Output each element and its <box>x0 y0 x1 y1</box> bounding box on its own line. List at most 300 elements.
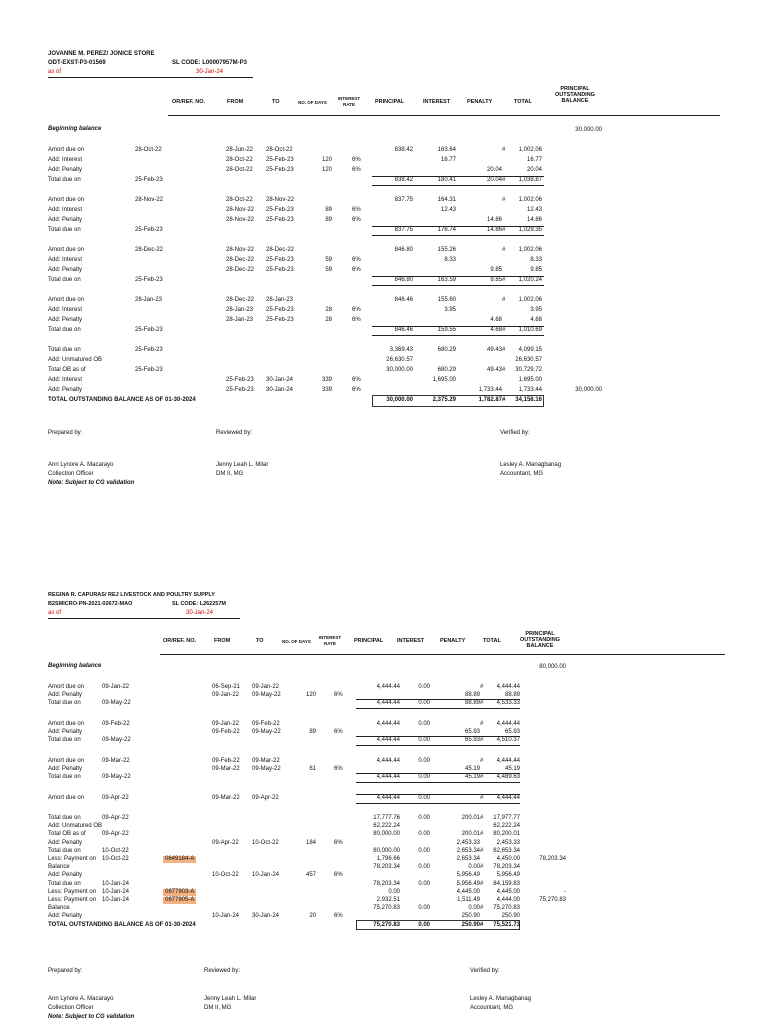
row-label: Total due on <box>48 277 81 283</box>
row-date: 09-Feb-22 <box>102 721 130 727</box>
row-days: 184 <box>305 839 316 846</box>
row-rate: 6% <box>352 257 361 263</box>
row-label: Total due on <box>48 327 81 333</box>
row-from: 06-Sep-21 <box>212 684 241 690</box>
prepared-name: Ann Lynore A. Macarayo <box>48 996 114 1002</box>
row-penalty: 14.86 <box>486 227 502 233</box>
row-hash: # <box>502 327 506 333</box>
row-to: 09-Feb-22 <box>252 721 280 727</box>
row-to: 25-Feb-23 <box>266 157 294 163</box>
row-label: Total due on <box>48 815 81 821</box>
col-from: FROM <box>214 638 231 644</box>
row-rate: 6% <box>352 377 361 383</box>
row-interest: 0.00 <box>418 847 430 854</box>
row-principal: 4,444.44 <box>376 795 400 801</box>
subtotal-rule <box>372 185 544 186</box>
row-date: 09-May-22 <box>102 774 131 781</box>
beginning-balance-value: 80,000.00 <box>539 664 566 670</box>
row-days: 59 <box>325 257 332 263</box>
row-rate: 6% <box>352 387 361 393</box>
row-interest: 0.00 <box>418 758 430 764</box>
row-to: 10-Oct-22 <box>252 839 279 846</box>
row-label: Total due on <box>48 347 81 353</box>
row-label: Add: Penalty <box>48 913 83 920</box>
borrower-name: JOVANNE M. PEREZ/ JONICE STORE <box>48 51 155 57</box>
row-penalty: 1,733.44 <box>478 387 502 393</box>
col-to: TO <box>256 638 264 644</box>
row-interest: 16.77 <box>440 157 456 163</box>
col-principal: PRINCIPAL <box>354 638 384 644</box>
prepared-by-label: Prepared by: <box>48 430 83 436</box>
account-number: ODT-EXST-P3-01569 <box>48 60 106 66</box>
row-label: Amort due on <box>48 758 85 764</box>
or-ref-number: 0649184-A <box>165 856 195 862</box>
as-of-label: as of <box>48 69 62 75</box>
row-days: 120 <box>305 692 316 699</box>
row-hash: # <box>480 774 484 781</box>
row-hash: # <box>502 397 506 403</box>
row-principal: 75,270.83 <box>373 905 400 912</box>
row-interest: 0.00 <box>418 921 430 928</box>
row-to: 09-Mar-22 <box>252 758 280 764</box>
row-total: 5,956.49 <box>496 872 520 879</box>
row-principal: 4,444.44 <box>376 737 400 744</box>
row-label: Balance <box>48 864 70 871</box>
row-label: Add: Penalty <box>48 217 83 223</box>
subtotal-rule <box>372 285 544 286</box>
row-principal: 4,444.44 <box>376 758 400 764</box>
reviewed-title: DM II, MG <box>204 1005 232 1011</box>
reviewed-title: DM II, MG <box>216 471 244 477</box>
row-penalty: 1,782.87 <box>478 397 502 403</box>
prepared-by-label: Prepared by: <box>48 968 83 974</box>
row-hash: # <box>480 721 484 727</box>
row-total: 17,977.77 <box>493 815 520 821</box>
row-date: 10-Jan-24 <box>102 888 130 895</box>
verified-name: Lesley A. Managbanag <box>500 462 562 468</box>
col-rate-1: INTEREST <box>318 635 342 640</box>
sl-code: SL CODE: L262257M <box>172 601 227 607</box>
row-rate: 6% <box>352 157 361 163</box>
row-total: 9.85 <box>530 267 542 273</box>
row-rate: 6% <box>352 307 361 313</box>
row-interest: 164.31 <box>437 197 456 203</box>
row-to: 25-Feb-23 <box>266 317 294 323</box>
row-principal: 4,444.44 <box>376 774 400 781</box>
row-total: 75,521.73 <box>493 921 520 928</box>
row-hash: # <box>480 921 484 928</box>
subtotal-rule <box>356 699 520 700</box>
row-interest: 0.00 <box>418 815 430 821</box>
row-principal: 75,270.83 <box>373 921 400 928</box>
row-total: 88.89 <box>504 692 520 699</box>
row-penalty: 5,956.49 <box>456 872 480 879</box>
row-total: 4,450.00 <box>496 856 520 862</box>
row-date: 28-Oct-22 <box>135 147 162 153</box>
row-hash: # <box>480 831 484 838</box>
row-from: 28-Dec-22 <box>226 267 255 273</box>
row-total: 30,729.72 <box>515 367 542 373</box>
row-from: 28-Oct-22 <box>226 197 253 203</box>
col-from: FROM <box>227 99 244 105</box>
row-rate: 6% <box>352 267 361 273</box>
row-rate: 6% <box>334 872 343 879</box>
row-label: Total due on <box>48 700 81 707</box>
row-date: 09-Mar-22 <box>102 758 130 764</box>
reviewed-by-label: Reviewed by: <box>216 430 253 436</box>
col-rate-2: RATE <box>324 641 336 646</box>
row-label: Add: Penalty <box>48 839 83 846</box>
verified-title: Accountant, MG <box>500 471 544 477</box>
row-date: 09-Apr-22 <box>102 815 129 821</box>
subtotal-rule <box>372 235 544 236</box>
row-from: 10-Oct-22 <box>212 872 239 879</box>
row-principal: 846.80 <box>394 277 413 283</box>
row-from: 25-Feb-23 <box>226 377 254 383</box>
subtotal-rule <box>372 326 544 327</box>
row-to: 30-Jan-24 <box>266 387 294 393</box>
row-hash: # <box>480 737 484 744</box>
col-rate-1: INTEREST <box>337 96 361 101</box>
row-total: 1,020.24 <box>518 277 542 283</box>
row-total: 2,453.33 <box>496 839 520 846</box>
row-principal: 2,932.51 <box>376 897 400 903</box>
row-total: 4.68 <box>530 317 542 323</box>
subtotal-rule <box>372 176 544 177</box>
row-principal: 62,222.24 <box>373 823 400 830</box>
row-hash: # <box>502 197 506 203</box>
row-penalty: 250.90 <box>461 913 480 920</box>
row-label: TOTAL OUTSTANDING BALANCE AS OF 01-30-2024 <box>48 921 196 928</box>
beginning-balance-label: Beginning balance <box>48 663 102 669</box>
row-from: 09-Feb-22 <box>212 729 240 736</box>
row-rate: 6% <box>352 217 361 223</box>
sl-code: SL CODE: L00007957M-P3 <box>172 60 247 66</box>
row-interest: 0.00 <box>418 774 430 781</box>
row-total: 12.43 <box>526 207 542 213</box>
row-label: Add: Unmatured OB <box>48 823 103 830</box>
row-hash: # <box>502 347 506 353</box>
row-from: 28-Jun-22 <box>226 147 254 153</box>
reviewed-by-label: Reviewed by: <box>204 968 241 974</box>
title-underline <box>48 77 253 78</box>
row-penalty: 200.01 <box>461 831 480 838</box>
row-principal: 837.75 <box>394 197 413 203</box>
row-from: 25-Feb-23 <box>226 387 254 393</box>
row-days: 457 <box>305 872 316 879</box>
row-total: 1,002.06 <box>518 147 542 153</box>
row-label: Add: Penalty <box>48 387 83 393</box>
subtotal-rule <box>372 276 544 277</box>
row-total: 4,444.44 <box>496 684 520 690</box>
row-total: 4,444.00 <box>496 897 520 903</box>
row-label: Amort due on <box>48 721 85 727</box>
row-interest: 0.00 <box>418 737 430 744</box>
row-label: Add: Interest <box>48 207 83 213</box>
row-interest: 0.00 <box>418 831 430 838</box>
or-ref-number: 0877905-A <box>165 897 195 903</box>
row-hash: # <box>502 227 506 233</box>
row-to: 25-Feb-23 <box>266 267 294 273</box>
row-interest: 12.43 <box>440 207 456 213</box>
row-rate: 6% <box>352 317 361 323</box>
col-pob-1: PRINCIPAL <box>525 631 555 637</box>
row-label: Less: Payment on <box>48 888 97 895</box>
row-interest: 680.29 <box>437 347 456 353</box>
row-label: Total due on <box>48 880 81 887</box>
row-balance: - <box>564 888 566 895</box>
row-hash: # <box>480 684 484 690</box>
row-label: Add: Interest <box>48 257 83 263</box>
col-days: NO. OF DAYS <box>282 639 311 644</box>
row-date: 25-Feb-23 <box>135 177 163 183</box>
row-from: 28-Oct-22 <box>226 167 253 173</box>
row-label: Add: Penalty <box>48 267 83 273</box>
row-label: Total due on <box>48 774 81 781</box>
row-penalty: 9.85 <box>490 267 502 273</box>
row-total: 4,444.44 <box>496 758 520 764</box>
verified-name: Lesley A. Managbanag <box>470 996 532 1002</box>
row-label: Amort due on <box>48 684 85 690</box>
row-total: 34,158.16 <box>515 397 542 403</box>
row-days: 89 <box>325 217 332 223</box>
row-days: 59 <box>325 267 332 273</box>
row-hash: # <box>480 905 484 912</box>
row-date: 28-Dec-22 <box>135 247 164 253</box>
row-date: 28-Nov-22 <box>135 197 164 203</box>
row-principal: 78,203.34 <box>373 864 400 871</box>
subtotal-rule <box>356 745 520 746</box>
col-to: TO <box>272 99 280 105</box>
row-from: 09-Jan-22 <box>212 721 240 727</box>
row-principal: 838.42 <box>394 177 413 183</box>
row-label: Add: Penalty <box>48 766 83 773</box>
row-to: 25-Feb-23 <box>266 207 294 213</box>
row-label: Add: Unmatured OB <box>48 357 103 363</box>
row-penalty: 20.04 <box>486 177 502 183</box>
row-date: 25-Feb-23 <box>135 367 163 373</box>
validation-note: Note: Subject to CG validation <box>48 480 135 486</box>
row-from: 28-Oct-22 <box>226 157 253 163</box>
row-rate: 6% <box>352 207 361 213</box>
row-penalty: 49.43 <box>486 367 502 373</box>
row-from: 28-Nov-22 <box>226 247 255 253</box>
row-label: Less: Payment on <box>48 897 97 903</box>
row-hash: # <box>502 297 506 303</box>
row-from: 09-Feb-22 <box>212 758 240 764</box>
row-total: 1,029.35 <box>518 227 542 233</box>
col-days: NO. OF DAYS <box>298 100 327 105</box>
row-interest: 1,695.00 <box>432 377 456 383</box>
row-interest: 0.00 <box>418 795 430 801</box>
row-penalty: 49.43 <box>486 347 502 353</box>
row-days: 61 <box>309 766 316 773</box>
row-total: 78,203.34 <box>493 864 520 871</box>
row-label: TOTAL OUTSTANDING BALANCE AS OF 01-30-2024 <box>48 397 196 403</box>
row-interest: 0.00 <box>418 684 430 690</box>
row-interest: 155.60 <box>437 297 456 303</box>
row-interest: 0.00 <box>418 700 430 707</box>
row-interest: 2,375.29 <box>432 397 456 403</box>
subtotal-rule <box>356 782 520 783</box>
row-interest: 163.64 <box>437 147 456 153</box>
row-total: 4,533.33 <box>496 700 520 707</box>
row-label: Amort due on <box>48 197 85 203</box>
as-of-label: as of <box>48 610 62 616</box>
as-of-date: 30-Jan-24 <box>186 610 214 616</box>
row-balance: 30,000.00 <box>575 387 602 393</box>
col-or: OR/REF. NO. <box>163 638 197 644</box>
col-pob-2: OUTSTANDING <box>520 637 560 643</box>
reviewed-name: Jenny Leah L. Milar <box>216 462 269 468</box>
prepared-name: Ann Lynore A. Macarayo <box>48 462 114 468</box>
row-days: 89 <box>309 729 316 736</box>
row-from: 28-Dec-22 <box>226 257 255 263</box>
row-to: 28-Dec-22 <box>266 247 295 253</box>
row-total: 1,002.06 <box>518 247 542 253</box>
row-to: 28-Oct-22 <box>266 147 293 153</box>
col-pob-3: BALANCE <box>526 643 554 649</box>
row-label: Total due on <box>48 227 81 233</box>
row-label: Total due on <box>48 737 81 744</box>
row-label: Add: Penalty <box>48 167 83 173</box>
row-principal: 3,369.43 <box>389 347 413 353</box>
row-label: Total OB as of <box>48 367 86 373</box>
row-penalty: 250.90 <box>461 921 480 928</box>
subtotal-rule <box>372 335 544 336</box>
row-total: 80,200.01 <box>493 831 520 838</box>
row-to: 09-May-22 <box>252 692 281 699</box>
row-balance: 75,270.83 <box>539 897 566 903</box>
row-penalty: 45.19 <box>464 774 480 781</box>
prepared-title: Collection Officer <box>48 471 94 477</box>
row-rate: 6% <box>334 729 343 736</box>
row-penalty: 65.93 <box>464 729 480 736</box>
row-from: 10-Jan-24 <box>212 913 240 920</box>
row-to: 25-Feb-23 <box>266 167 294 173</box>
row-hash: # <box>480 795 484 801</box>
or-ref-number: 0877903-A <box>165 888 195 895</box>
col-penalty: PENALTY <box>440 638 466 644</box>
subtotal-rule <box>356 773 520 774</box>
row-principal: 1,796.66 <box>376 856 400 862</box>
row-rate: 6% <box>334 913 343 920</box>
row-to: 28-Nov-22 <box>266 197 295 203</box>
row-penalty: 0.00 <box>468 864 480 871</box>
row-hash: # <box>480 758 484 764</box>
row-date: 25-Feb-23 <box>135 277 163 283</box>
row-penalty: 20.04 <box>486 167 502 173</box>
row-from: 28-Jan-23 <box>226 317 254 323</box>
row-date: 28-Jan-23 <box>135 297 163 303</box>
row-principal: 17,777.76 <box>373 815 400 821</box>
row-penalty: 2,653.34 <box>456 856 480 862</box>
row-label: Add: Penalty <box>48 317 83 323</box>
row-hash: # <box>480 815 484 821</box>
verified-by-label: Verified by: <box>470 968 500 974</box>
col-pob-3: BALANCE <box>561 98 589 104</box>
row-penalty: 4,445.00 <box>456 888 480 895</box>
row-label: Add: Penalty <box>48 692 83 699</box>
row-date: 10-Oct-22 <box>102 847 129 854</box>
row-total: 4,444.44 <box>496 721 520 727</box>
row-from: 09-Mar-22 <box>212 766 240 773</box>
row-label: Total due on <box>48 177 81 183</box>
row-total: 1,010.69 <box>518 327 542 333</box>
col-or: OR/REF. NO. <box>172 99 206 105</box>
row-hash: # <box>502 247 506 253</box>
row-date: 09-Apr-22 <box>102 795 129 801</box>
as-of-date: 30-Jan-24 <box>196 69 224 75</box>
col-total: TOTAL <box>483 638 501 644</box>
row-hash: # <box>480 700 484 707</box>
row-penalty: 2,453.33 <box>456 839 480 846</box>
row-rate: 6% <box>352 167 361 173</box>
row-from: 28-Nov-22 <box>226 207 255 213</box>
row-label: Add: Interest <box>48 377 83 383</box>
beginning-balance-label: Beginning balance <box>48 126 102 132</box>
row-label: Amort due on <box>48 297 85 303</box>
row-total: 20.04 <box>526 167 542 173</box>
row-interest: 0.00 <box>418 721 430 727</box>
row-label: Balance <box>48 905 70 912</box>
row-date: 09-May-22 <box>102 737 131 744</box>
col-interest: INTEREST <box>397 638 425 644</box>
verified-title: Accountant, MG <box>470 1005 514 1011</box>
row-from: 28-Nov-22 <box>226 217 255 223</box>
row-from: 28-Dec-22 <box>226 297 255 303</box>
row-total: 62,222.24 <box>493 823 520 830</box>
row-total: 4,489.63 <box>496 774 520 781</box>
row-principal: 846.46 <box>394 297 413 303</box>
row-to: 25-Feb-23 <box>266 257 294 263</box>
row-penalty: 0.00 <box>468 905 480 912</box>
row-from: 09-Jan-22 <box>212 692 240 699</box>
row-date: 09-Apr-22 <box>102 831 129 838</box>
row-total: 82,653.34 <box>493 847 520 854</box>
account-number: B2SMICRO-PN-2021-02672-MAO <box>48 601 133 607</box>
row-principal: 838.42 <box>394 147 413 153</box>
subtotal-rule <box>356 708 520 709</box>
row-penalty: 9.85 <box>490 277 502 283</box>
row-rate: 6% <box>334 766 343 773</box>
row-date: 09-May-22 <box>102 700 131 707</box>
row-days: 28 <box>325 307 332 313</box>
row-interest: 0.00 <box>418 864 430 871</box>
row-date: 25-Feb-23 <box>135 347 163 353</box>
title-underline <box>48 618 240 619</box>
row-from: 09-Apr-22 <box>212 839 239 846</box>
row-total: 4,445.00 <box>496 888 520 895</box>
row-hash: # <box>502 367 506 373</box>
row-interest: 3.95 <box>444 307 456 313</box>
subtotal-rule <box>356 794 520 795</box>
row-label: Add: Interest <box>48 157 83 163</box>
row-to: 30-Jan-24 <box>252 913 280 920</box>
row-penalty: 200.01 <box>461 815 480 821</box>
row-total: 4,099.15 <box>518 347 542 353</box>
row-principal: 80,000.00 <box>373 847 400 854</box>
row-penalty: 5,956.49 <box>456 880 480 887</box>
row-total: 16.77 <box>526 157 542 163</box>
row-hash: # <box>480 864 484 871</box>
subtotal-rule <box>356 736 520 737</box>
row-penalty: 45.19 <box>464 766 480 773</box>
prepared-title: Collection Officer <box>48 1005 94 1011</box>
row-total: 4,444.44 <box>496 795 520 801</box>
verified-by-label: Verified by: <box>500 430 530 436</box>
subtotal-rule <box>356 803 520 804</box>
